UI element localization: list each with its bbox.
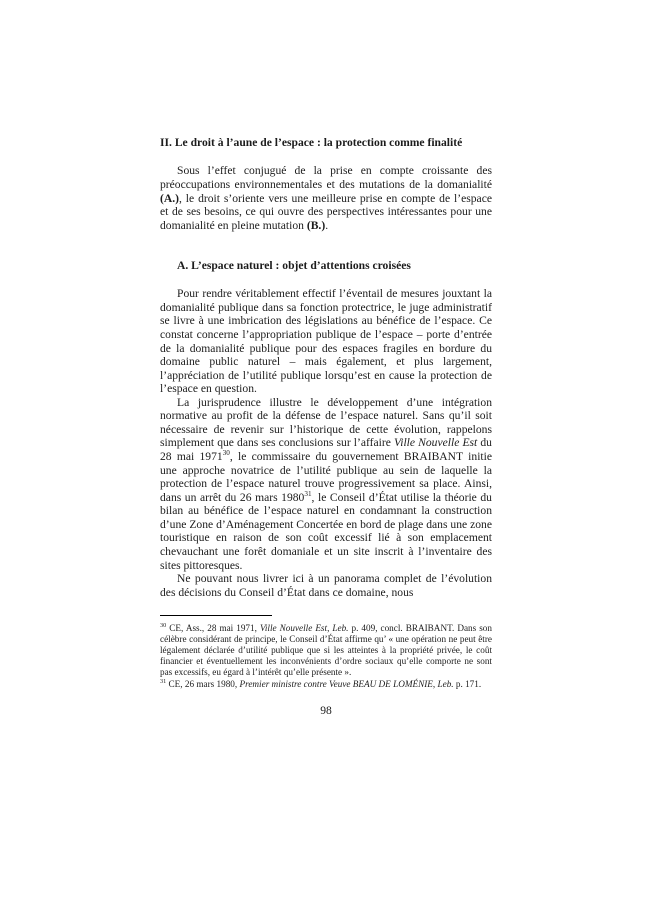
bold-ref-A: (A.) (160, 191, 179, 205)
footnote-number-30: 30 (160, 622, 167, 630)
reporter-abbrev-italic: Leb. (437, 678, 454, 689)
text-run: du 28 mai 1971 (160, 436, 492, 464)
paragraph-1: Pour rendre véritablement effectif l’éventail de mesures jouxtant la domanialité publique dans sa fonction protectrice, le juge administratif se livre à une imbrication des législations au bénéfice de l’espace. Ce constat concerne l’appropriation publique de l’espace – porte d’entrée de la domanialité publique pour des espaces fragiles en bordure du domaine public naturel – mais également, et plus largement, l’appréciation de l’utilité publique lorsqu’est en cause la protection de l’espace en question. (160, 287, 492, 396)
case-name-italic: Ville Nouvelle Est (259, 623, 328, 634)
text-run: CE, 26 mars 1980, (166, 678, 240, 689)
text-run: , le commissaire du gouvernement BRAIBANT initie une approche novatrice de l’utilité publique au sein de laquelle la protection de l’espace naturel trouve progressivement sa place. Ainsi, dans un arrêt du 26 mars 1980 (160, 450, 492, 504)
subsection-heading-A: A. L’espace naturel : objet d’attentions croisées (177, 259, 411, 273)
section-heading-II: II. Le droit à l’aune de l’espace : la protection comme finalité (160, 136, 463, 149)
text-run: , (327, 623, 333, 634)
text-run: . (325, 218, 329, 232)
text-run: Sous l’effet conjugué de la prise en compte croissante des préoccupations environnementales et des mutations de la domanialité (160, 164, 492, 192)
paragraph-2 (160, 396, 492, 572)
paragraph-3: Ne pouvant nous livrer ici à un panorama complet de l’évolution des décisions du Conseil d’État dans ce domaine, nous (160, 572, 492, 599)
text-run: p. 171. (453, 678, 482, 689)
text-run: La jurisprudence illustre le développement d’une intégration normative au profit de la défense de l’espace naturel. Sans qu’il soit nécessaire de revenir sur l’historique de cette évolution, rappelons simplement que dans ses conclusions sur l’affaire (160, 395, 492, 450)
footnote-30 (160, 623, 492, 677)
text-run: , le Conseil d’État utilise la théorie du bilan au bénéfice de l’espace naturel en condamnant la construction d’une Zone d’Aménagement Concertée en bord de plage dans une zone touristique en raison de son coût excessif lié à son emplacement chevauchant une forêt domaniale et un site inscrit à l’inventaire des sites pittoresques. (160, 490, 492, 572)
text-block (160, 136, 492, 717)
text-run: , (432, 678, 438, 689)
paragraph-intro (160, 164, 492, 232)
page-number: 98 (320, 704, 332, 718)
bold-ref-B: (B.) (306, 218, 326, 232)
footnote-ref-31: 31 (304, 489, 312, 498)
text-run: p. 409, concl. BRAIBANT. Dans son célèbre considérant de principe, le Conseil d’État affirme qu’ « une opération ne peut être légalement déclarée d’utilité publique que si les atteintes à la propriété privée, le coût financier et éventuellement les inconvénients d’ordre sociaux qu’elle comporte ne sont pas excessifs, eu égard à l’intérêt qu’elle présente ». (160, 623, 492, 677)
footnote-ref-30: 30 (222, 449, 230, 458)
footnotes-section (160, 615, 492, 689)
text-run: , le droit s’oriente vers une meilleure prise en compte de l’espace et de ses besoins, ce qui ouvre des perspectives intéressantes pour une domanialité en pleine mutation (160, 191, 492, 232)
case-name-italic: Ville Nouvelle Est (394, 436, 478, 450)
case-name-italic: Premier ministre contre Veuve BEAU DE LOMÉNIE (239, 678, 433, 689)
footnote-number-31: 31 (160, 677, 167, 685)
footnote-31 (160, 679, 492, 690)
text-run: CE, Ass., 28 mai 1971, (166, 623, 260, 634)
footnote-separator (160, 615, 272, 616)
reporter-abbrev-italic: Leb. (332, 623, 349, 634)
